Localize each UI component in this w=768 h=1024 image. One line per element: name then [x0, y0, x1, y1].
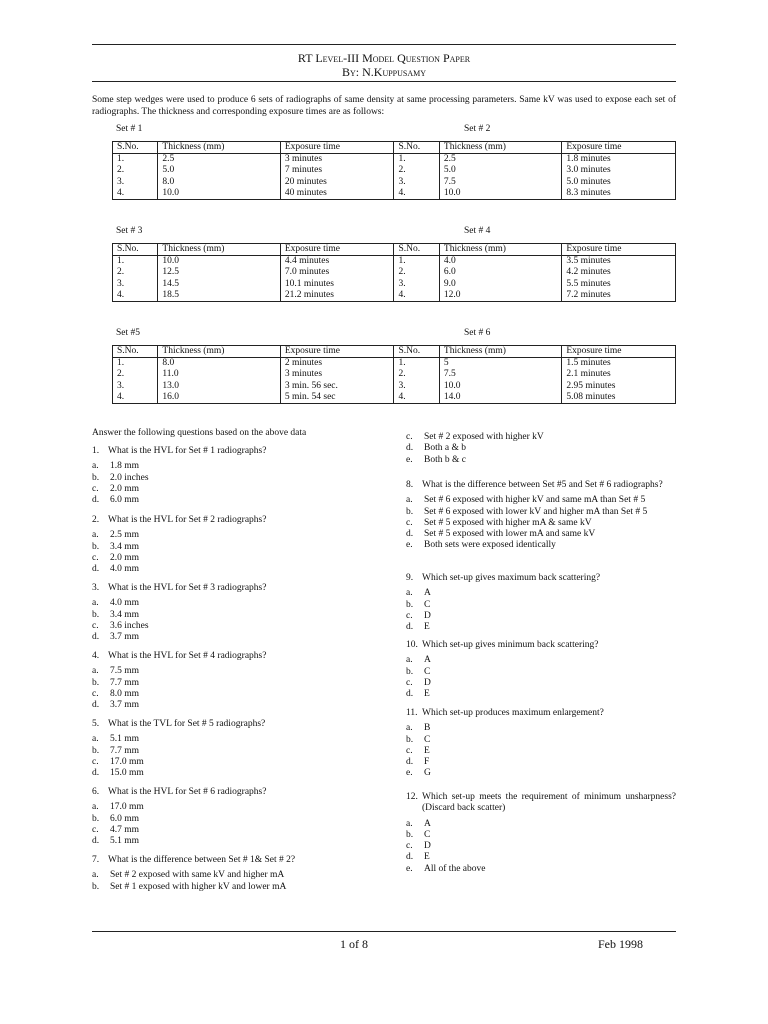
table-cell: 3 min. 56 sec. [280, 381, 394, 392]
table-cell: 3.0 minutes [562, 165, 676, 176]
table-cell: 10.0 [439, 188, 561, 200]
table-header-cell: Exposure time [280, 142, 394, 154]
table-cell: 1. [113, 256, 158, 268]
question-number: 10. [406, 640, 418, 650]
question-continuation [406, 432, 676, 466]
header-rule [92, 81, 676, 82]
table-cell: 3. [394, 177, 439, 188]
answer-option: b. C [406, 734, 431, 745]
table-cell: 1. [394, 256, 439, 268]
table-cell: 8.0 [158, 177, 280, 188]
table-row [113, 256, 676, 268]
table-cell: 3. [394, 381, 439, 392]
table-cell: 14.5 [158, 279, 280, 290]
table-header-cell: S.No. [394, 244, 439, 256]
answer-option: b. 7.7 mm [92, 745, 140, 756]
table-row [113, 177, 676, 188]
answer-option: b. 3.4 mm [92, 609, 140, 620]
table-cell: 2.95 minutes [562, 381, 676, 392]
table-cell: 3. [394, 279, 439, 290]
question-text: What is the difference between Set #5 and Set # 6 radiographs? [422, 480, 663, 490]
table-cell: 3. [113, 279, 158, 290]
table-row [113, 392, 676, 404]
question-text: Which set-up meets the requirement of minimum unsharpness? (Discard back scatter) [422, 792, 676, 814]
table-cell: 3 minutes [280, 369, 394, 380]
footer-rule [92, 931, 676, 932]
table-cell: 5.0 [439, 165, 561, 176]
answer-option: d. F [406, 757, 430, 768]
table-header-cell: S.No. [113, 346, 158, 358]
table-cell: 1. [394, 154, 439, 166]
answer-option: a. Set # 2 exposed with same kV and higher mA [92, 870, 285, 881]
table-row [113, 290, 676, 302]
table-header-cell: S.No. [394, 346, 439, 358]
answer-option: d. E [406, 689, 430, 700]
answer-option: a. B [406, 723, 431, 734]
table-cell: 2. [394, 165, 439, 176]
page-title: RT Level-III Model Question Paper [297, 51, 471, 65]
table-cell: 7.5 [439, 369, 561, 380]
table-header-cell: Exposure time [562, 142, 676, 154]
question-number: 5. [92, 719, 100, 729]
question [92, 583, 382, 643]
answer-option: b. Set # 6 exposed with lower kV and higher mA than Set # 5 [406, 506, 648, 517]
table-cell: 2.1 minutes [562, 369, 676, 380]
answer-option: e. All of the above [406, 863, 486, 874]
answer-option: e. Both b & c [406, 454, 466, 465]
table-cell: 2. [394, 267, 439, 278]
question-text: What is the HVL for Set # 3 radiographs? [108, 583, 267, 593]
table-header-cell: Thickness (mm) [439, 142, 561, 154]
table-header-cell: Exposure time [562, 346, 676, 358]
question [406, 708, 676, 780]
table-header-cell: Thickness (mm) [158, 244, 280, 256]
table-cell: 5.0 [158, 165, 280, 176]
question-text: What is the HVL for Set # 4 radiographs? [108, 651, 267, 661]
answer-option: b. 6.0 mm [92, 813, 140, 824]
table-cell: 14.0 [439, 392, 561, 404]
answer-option: d. 6.0 mm [92, 495, 140, 506]
table-cell: 7.5 [439, 177, 561, 188]
table-header-cell: Exposure time [280, 346, 394, 358]
table-cell: 2.5 [439, 154, 561, 166]
answer-option: d. E [406, 622, 430, 633]
answer-option: a. 1.8 mm [92, 461, 140, 472]
answer-option: e. G [406, 768, 431, 779]
table-cell: 18.5 [158, 290, 280, 302]
answer-option: c. 2.0 mm [92, 552, 140, 563]
answer-option: b. C [406, 666, 431, 677]
table-cell: 4. [394, 188, 439, 200]
table-cell: 12.0 [439, 290, 561, 302]
question-number: 12. [406, 792, 418, 802]
table-cell: 3 minutes [280, 154, 394, 166]
table-cell: 4.0 [439, 256, 561, 268]
table-header-cell: Thickness (mm) [439, 244, 561, 256]
table-cell: 5.5 minutes [562, 279, 676, 290]
set-label: Set # 3 [116, 226, 143, 236]
table-cell: 2. [113, 165, 158, 176]
answer-option: c. 3.6 inches [92, 620, 149, 631]
author-line: By: N.Kuppusamy [341, 65, 427, 79]
question [92, 787, 382, 847]
answer-option: d. Set # 5 exposed with lower mA and same kV [406, 529, 596, 540]
answer-option: c. 4.7 mm [92, 824, 140, 835]
set-label: Set # 6 [464, 328, 491, 338]
table-cell: 7.2 minutes [562, 290, 676, 302]
table-row [113, 154, 676, 166]
table-header-cell: S.No. [113, 142, 158, 154]
table-cell: 2. [113, 369, 158, 380]
answer-option: d. 5.1 mm [92, 836, 140, 847]
question-number: 2. [92, 515, 100, 525]
top-rule [92, 44, 676, 45]
question-text: What is the HVL for Set # 1 radiographs? [108, 446, 267, 456]
table-cell: 21.2 minutes [280, 290, 394, 302]
answer-option: d. Both a & b [406, 443, 466, 454]
table-cell: 8.3 minutes [562, 188, 676, 200]
question-text: What is the HVL for Set # 6 radiographs? [108, 787, 267, 797]
answer-option: a. 17.0 mm [92, 802, 144, 813]
table-cell: 2.5 [158, 154, 280, 166]
table-cell: 9.0 [439, 279, 561, 290]
table-header-cell: S.No. [113, 244, 158, 256]
question-text: Which set-up gives maximum back scattering? [422, 573, 601, 583]
table-row [113, 267, 676, 278]
answer-option: a. 4.0 mm [92, 598, 140, 609]
table-cell: 1.5 minutes [562, 358, 676, 370]
table-cell: 40 minutes [280, 188, 394, 200]
table-cell: 4. [113, 188, 158, 200]
table-cell: 5 min. 54 sec [280, 392, 394, 404]
table-cell: 10.0 [158, 188, 280, 200]
answer-option: c. D [406, 610, 431, 621]
table-cell: 3. [113, 381, 158, 392]
question [406, 792, 676, 875]
table-cell: 11.0 [158, 369, 280, 380]
table-row [113, 358, 676, 370]
table-cell: 1. [113, 154, 158, 166]
table-row [113, 188, 676, 200]
table-cell: 3.5 minutes [562, 256, 676, 268]
question [92, 446, 382, 506]
question-number: 3. [92, 583, 100, 593]
table-cell: 7.0 minutes [280, 267, 394, 278]
table-cell: 1.8 minutes [562, 154, 676, 166]
answer-option: c. Set # 2 exposed with higher kV [406, 432, 544, 442]
set-label: Set # 1 [116, 124, 143, 134]
question-text: Which set-up produces maximum enlargement? [422, 708, 604, 718]
answer-option: d. 4.0 mm [92, 564, 140, 575]
table-row [113, 369, 676, 380]
table-header-cell: Thickness (mm) [158, 142, 280, 154]
question-text: Which set-up gives minimum back scattering? [422, 640, 599, 650]
answer-option: c. 17.0 mm [92, 756, 144, 767]
question-number: 11. [406, 708, 418, 718]
table-cell: 5.0 minutes [562, 177, 676, 188]
question [406, 573, 676, 633]
table-cell: 4. [394, 290, 439, 302]
question-text: What is the HVL for Set # 2 radiographs? [108, 515, 267, 525]
table-cell: 5.08 minutes [562, 392, 676, 404]
table-cell: 20 minutes [280, 177, 394, 188]
question-number: 1. [92, 446, 100, 456]
table-cell: 4. [113, 290, 158, 302]
answer-instructions: Answer the following questions based on the above data [92, 428, 307, 438]
table-row [113, 381, 676, 392]
answer-option: a. A [406, 655, 431, 666]
question-number: 6. [92, 787, 100, 797]
answer-option: b. 2.0 inches [92, 472, 149, 483]
table-cell: 4.4 minutes [280, 256, 394, 268]
table-header-cell: Thickness (mm) [158, 346, 280, 358]
table-cell: 8.0 [158, 358, 280, 370]
question [406, 640, 676, 700]
set-label: Set # 4 [464, 226, 491, 236]
table-row [113, 165, 676, 176]
question [406, 480, 676, 552]
table-cell: 1. [394, 358, 439, 370]
answer-option: b. Set # 1 exposed with higher kV and lower mA [92, 881, 287, 892]
question [92, 855, 382, 893]
answer-option: c. 2.0 mm [92, 483, 140, 494]
question-number: 8. [406, 480, 414, 490]
question [92, 515, 382, 575]
answer-option: b. 7.7 mm [92, 677, 140, 688]
question-number: 7. [92, 855, 100, 865]
exposure-table [112, 345, 676, 404]
table-cell: 4. [113, 392, 158, 404]
table-cell: 2. [113, 267, 158, 278]
set-label: Set #5 [116, 328, 141, 338]
answer-option: c. D [406, 841, 431, 852]
table-cell: 7 minutes [280, 165, 394, 176]
exposure-table [112, 141, 676, 200]
answer-option: d. 3.7 mm [92, 632, 140, 643]
answer-option: a. 5.1 mm [92, 734, 140, 745]
answer-option: c. E [406, 745, 430, 756]
exposure-table [112, 243, 676, 302]
answer-option: c. 8.0 mm [92, 688, 140, 699]
table-header-cell: S.No. [394, 142, 439, 154]
question-number: 9. [406, 573, 414, 583]
answer-option: d. 3.7 mm [92, 700, 140, 711]
question-number: 4. [92, 651, 100, 661]
intro-paragraph: Some step wedges were used to produce 6 sets of radiographs of same density at same processing parameters. Same kV was used to expose each set of radiographs. The thickness and corresponding exposure times are as follows: [92, 95, 676, 117]
table-cell: 10.1 minutes [280, 279, 394, 290]
answer-option: e. Both sets were exposed identically [406, 540, 556, 551]
table-cell: 13.0 [158, 381, 280, 392]
answer-option: b. C [406, 829, 431, 840]
answer-option: d. E [406, 852, 430, 863]
question-text: What is the difference between Set # 1& Set # 2? [108, 855, 296, 865]
question [92, 719, 382, 779]
answer-option: a. Set # 6 exposed with higher kV and same mA than Set # 5 [406, 495, 646, 506]
table-cell: 4. [394, 392, 439, 404]
set-label: Set # 2 [464, 124, 491, 134]
table-cell: 2. [394, 369, 439, 380]
table-row [113, 279, 676, 290]
answer-option: b. C [406, 599, 431, 610]
answer-option: a. A [406, 588, 431, 599]
table-header-cell: Thickness (mm) [439, 346, 561, 358]
question-text: What is the TVL for Set # 5 radiographs? [108, 719, 266, 729]
table-cell: 12.5 [158, 267, 280, 278]
table-cell: 6.0 [439, 267, 561, 278]
footer-date: Feb 1998 [598, 937, 643, 951]
answer-option: a. 7.5 mm [92, 666, 140, 677]
question [92, 651, 382, 711]
table-cell: 10.0 [158, 256, 280, 268]
table-cell: 4.2 minutes [562, 267, 676, 278]
table-cell: 10.0 [439, 381, 561, 392]
table-cell: 16.0 [158, 392, 280, 404]
page-number: 1 of 8 [340, 937, 368, 951]
answer-option: b. 3.4 mm [92, 541, 140, 552]
answer-option: a. 2.5 mm [92, 530, 140, 541]
answer-option: a. A [406, 818, 431, 829]
answer-option: d. 15.0 mm [92, 768, 144, 779]
answer-option: c. Set # 5 exposed with higher mA & same kV [406, 517, 592, 528]
answer-option: c. D [406, 677, 431, 688]
table-cell: 5 [439, 358, 561, 370]
table-cell: 2 minutes [280, 358, 394, 370]
table-cell: 1. [113, 358, 158, 370]
table-header-cell: Exposure time [280, 244, 394, 256]
table-header-cell: Exposure time [562, 244, 676, 256]
table-cell: 3. [113, 177, 158, 188]
